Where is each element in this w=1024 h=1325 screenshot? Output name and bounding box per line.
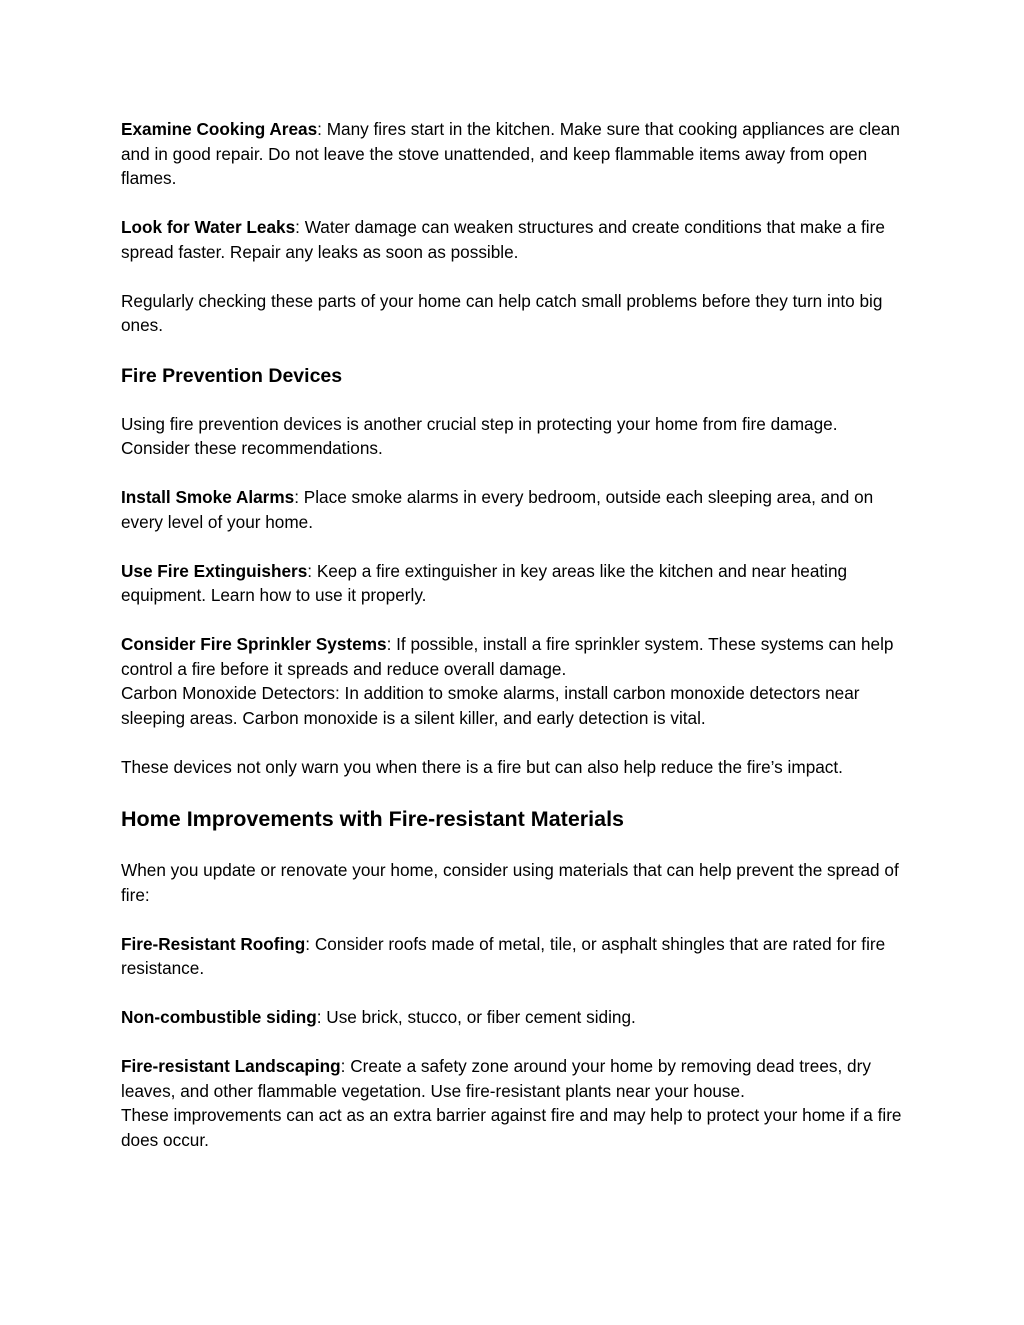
roofing-text: : Consider roofs made of metal, tile, or asphalt shingles that are rated for fire resistance. (121, 933, 886, 978)
document-page (121, 117, 911, 1152)
water-leaks-text: : Water damage can weaken structures and create conditions that make a fire spread faster. Repair any leaks as soon as possible. (121, 217, 885, 262)
sprinkler-systems-lead: Consider Fire Sprinkler Systems (121, 634, 387, 654)
roofing-lead: Fire-Resistant Roofing (121, 933, 306, 954)
paragraph-fire-resistant-landscaping (121, 1054, 911, 1103)
fire-extinguishers-lead: Use Fire Extinguishers (121, 560, 308, 581)
smoke-alarms-text: : Place smoke alarms in every bedroom, outside each sleeping area, and on every level of your home. (121, 487, 874, 532)
paragraph-smoke-alarms (121, 485, 911, 534)
siding-lead: Non-combustible siding (121, 1007, 317, 1027)
paragraph-cooking-areas (121, 117, 911, 191)
paragraph-fire-resistant-roofing (121, 932, 911, 981)
paragraph-regular-checking: Regularly checking these parts of your home can help catch small problems before they turn into big ones. (121, 290, 883, 335)
paragraph-devices-summary: These devices not only warn you when there is a fire but can also help reduce the fire’s impact. (121, 756, 843, 777)
cooking-areas-lead: Examine Cooking Areas (121, 119, 318, 139)
siding-text: : Use brick, stucco, or fiber cement siding. (316, 1007, 636, 1027)
paragraph-water-leaks (121, 215, 911, 264)
landscaping-lead: Fire-resistant Landscaping (121, 1056, 341, 1076)
paragraph-fire-extinguishers (121, 559, 911, 608)
paragraph-carbon-monoxide: Carbon Monoxide Detectors: In addition to smoke alarms, install carbon monoxide detectors near sleeping areas. Carbon monoxide is a silent killer, and early detection is vital. (121, 683, 860, 728)
landscaping-text: : Create a safety zone around your home by removing dead trees, dry leaves, and other flammable vegetation. Use fire-resistant plants near your house. (121, 1056, 871, 1101)
cooking-areas-text: : Many fires start in the kitchen. Make sure that cooking appliances are clean and in good repair. Do not leave the stove unattended, and keep flammable items away from open flames. (121, 119, 900, 188)
sprinkler-systems-text: : If possible, install a fire sprinkler system. These systems can help control a fire before it spreads and reduce overall damage. (121, 634, 894, 679)
paragraph-materials-intro: When you update or renovate your home, consider using materials that can help prevent the spread of fire: (121, 860, 899, 905)
paragraph-sprinkler-systems (121, 632, 911, 681)
paragraph-non-combustible-siding (121, 1005, 911, 1030)
fire-extinguishers-text: : Keep a fire extinguisher in key areas like the kitchen and near heating equipment. Learn how to use it properly. (121, 560, 848, 605)
paragraph-devices-intro: Using fire prevention devices is another crucial step in protecting your home from fire damage. Consider these recommendations. (121, 413, 838, 458)
paragraph-improvements-summary: These improvements can act as an extra barrier against fire and may help to protect your home if a fire does occur. (121, 1105, 902, 1150)
water-leaks-lead: Look for Water Leaks (121, 217, 296, 237)
smoke-alarms-lead: Install Smoke Alarms (121, 487, 295, 507)
heading-home-improvements: Home Improvements with Fire-resistant Materials (121, 807, 625, 831)
heading-fire-prevention-devices: Fire Prevention Devices (121, 364, 343, 387)
